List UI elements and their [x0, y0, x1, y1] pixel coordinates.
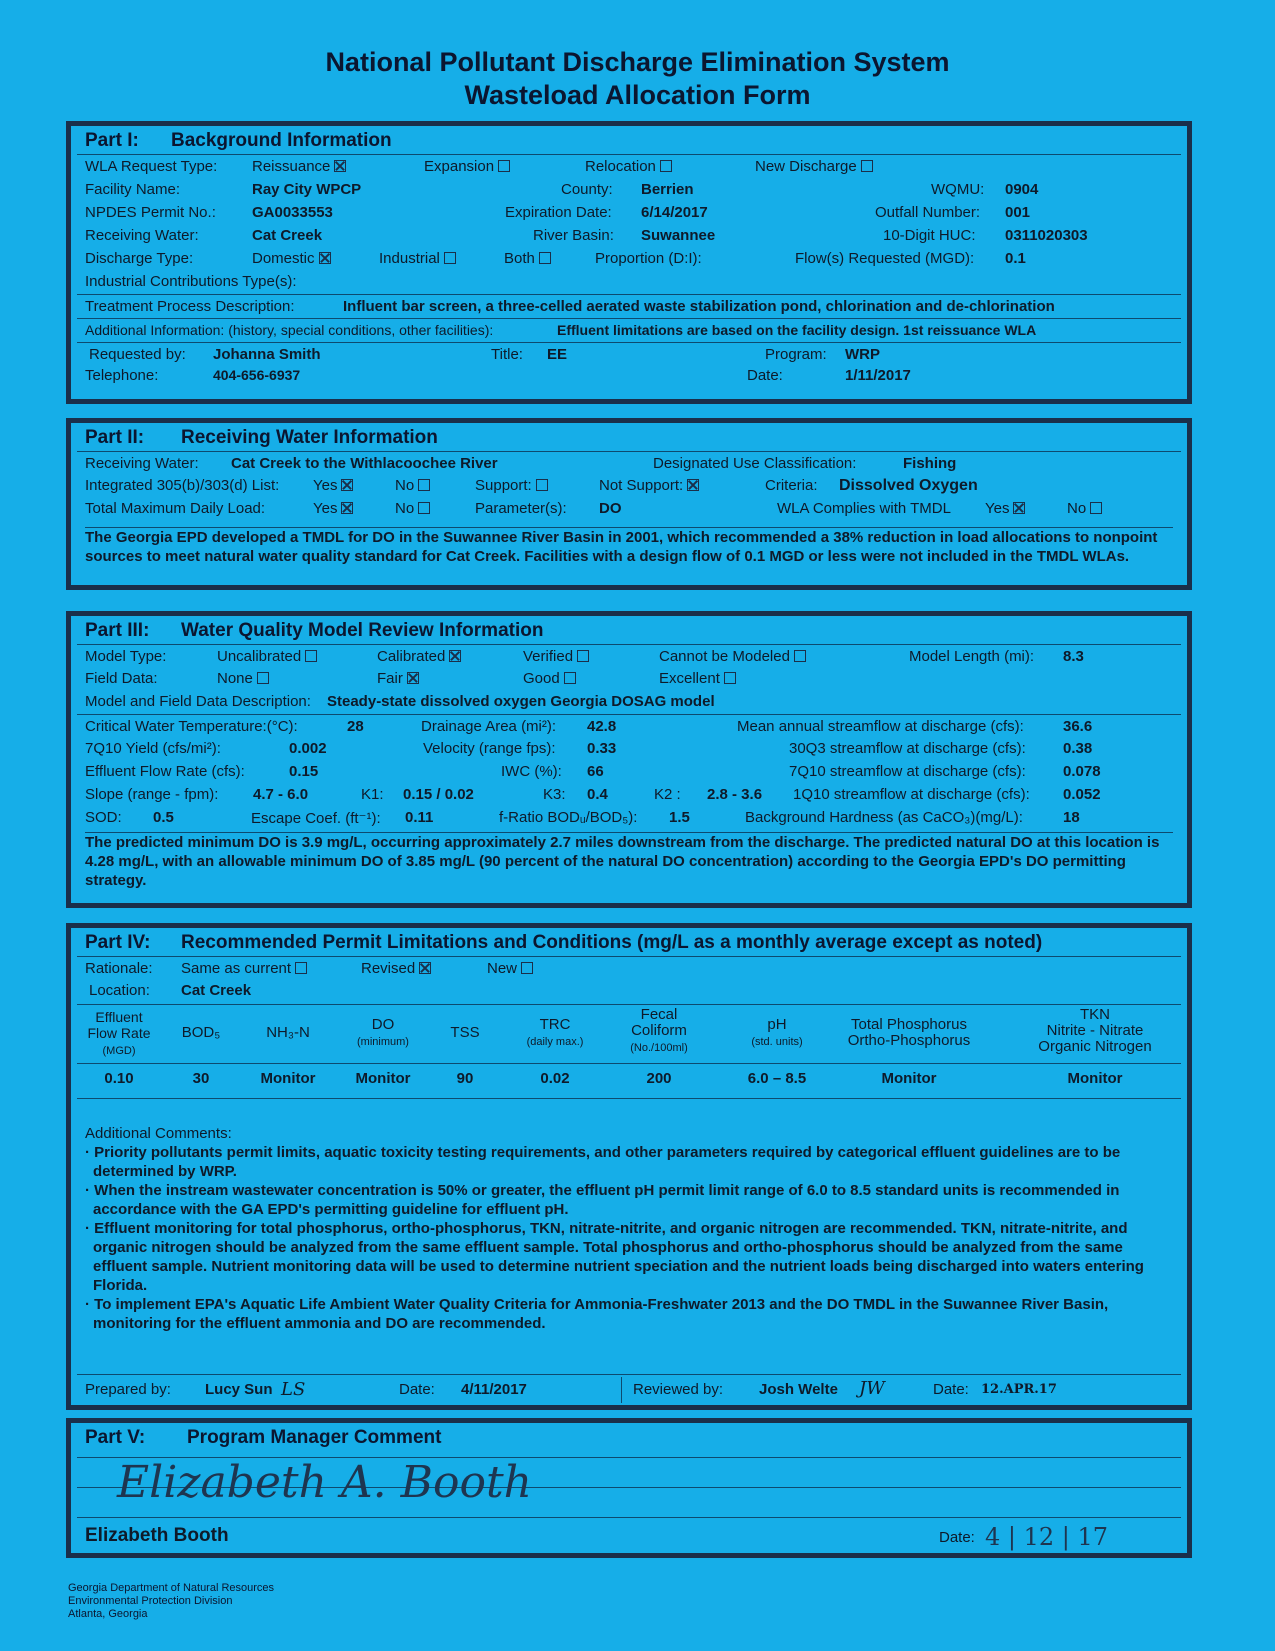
uncalibrated-checkbox[interactable]: Uncalibrated — [217, 648, 317, 665]
same-as-current-checkbox[interactable]: Same as current — [181, 960, 307, 977]
domestic-checkbox[interactable]: Domestic — [252, 250, 331, 267]
empty-box-icon — [498, 160, 510, 172]
empty-box-icon — [418, 479, 430, 491]
program-manager-name: Elizabeth Booth — [85, 1525, 229, 1546]
cannot-model-checkbox[interactable]: Cannot be Modeled — [659, 648, 806, 665]
checked-box-icon — [341, 502, 353, 514]
part1-header: Part I: Background Information — [85, 130, 392, 151]
empty-box-icon — [305, 650, 317, 662]
comment-item: · When the instream wastewater concentration is 50% or greater, the effluent pH permit limit range of 6.0 to 8.5 standard units is recommended in accordance with the GA EPD's permitting guideline for effluent pH. — [85, 1182, 1120, 1218]
revised-checkbox[interactable]: Revised — [361, 960, 431, 977]
form-title-line2: Wasteload Allocation Form — [464, 80, 811, 110]
part2-section: Part II: Receiving Water Information Receiving Water: Cat Creek to the Withlacoochee River Designated Use Classification: Fishing Integrated 305(b)/303(d) List: Yes No Support: Not Support: Criteria: Dissolved Oxygen Total Maximum Daily Load: Yes No Parameter(s): DO WLA Complies with TMDL Yes No The Georgia EPD developed a TMDL for DO in the Suwannee River Basin in 2001, which recommended a 38% reduction in load allocations to nonpoint sources to meet natural water quality standard for Cat Creek. Facilities with a design flow of 0.1 MGD or less were not included in the TMDL WLAs. — [66, 418, 1192, 590]
empty-box-icon — [539, 252, 551, 264]
prepared-initials: LS — [281, 1379, 306, 1400]
empty-box-icon — [418, 502, 430, 514]
checked-box-icon — [319, 252, 331, 264]
both-checkbox[interactable]: Both — [504, 250, 551, 267]
empty-box-icon — [861, 160, 873, 172]
part1-section: Part I: Background Information WLA Request Type: Reissuance Expansion Relocation New Discharge Facility Name: Ray City WPCP County: Berrien WQMU: 0904 NPDES Permit No.: GA0033553 Expiration Date: 6/14/2017 Outfall Number: 001 Receiving Water: Cat Creek River Basin: Suwannee 10-Digit HUC: 0311020303 Discharge Type: Domestic Industrial Both Proportion (D:I): Flow(s) Requested (MGD): 0.1 Industrial Contributions Type(s): Treatment Process Description: Influent bar screen, a three-celled aerated waste stabilization pond, chlorination and de-chlorination Additional Information: (history, special conditions, other facilities): Effluent limitations are based on the facility design. 1st reissuance WLA Requested by: Johanna Smith Title: EE Program: WRP Telephone: 404-656-6937 Date: 1/11/2017 — [66, 121, 1192, 404]
support-checkbox[interactable]: Support: — [475, 477, 548, 494]
new-discharge-checkbox[interactable]: New Discharge — [755, 158, 873, 175]
comment-item: · Priority pollutants permit limits, aquatic toxicity testing requirements, and other parameters required by categorical effluent guidelines are to be determined by WRP. — [85, 1144, 1121, 1180]
tmdl-no-checkbox[interactable]: No — [395, 500, 430, 517]
calibrated-checkbox[interactable]: Calibrated — [377, 648, 461, 665]
complies-yes-checkbox[interactable]: Yes — [985, 500, 1025, 517]
checked-box-icon — [687, 479, 699, 491]
relocation-checkbox[interactable]: Relocation — [585, 158, 672, 175]
part2-header: Part II: Receiving Water Information — [85, 427, 438, 448]
empty-box-icon — [257, 672, 269, 684]
checked-box-icon — [449, 650, 461, 662]
comment-item: · Effluent monitoring for total phosphorus, ortho-phosphorus, TKN, nitrate-nitrite, and organic nitrogen are recommended. TKN, nitrate-nitrite, and organic nitrogen should be analyzed from the same effluent sample. Total phosphorus and ortho-phosphorus should be analyzed from the same effluent sample. Nutrient monitoring data will be used to determine nutrient speciation and the nutrient loads being discharged into waters entering Florida. — [85, 1220, 1144, 1294]
empty-box-icon — [536, 479, 548, 491]
checked-box-icon — [1013, 502, 1025, 514]
none-checkbox[interactable]: None — [217, 670, 269, 687]
list-no-checkbox[interactable]: No — [395, 477, 430, 494]
part4-section: Part IV: Recommended Permit Limitations and Conditions (mg/L as a monthly average except as noted) Rationale: Same as current Revised New Location: Cat Creek Effluent Flow Rate (MGD) BOD₅ NH₃-N DO (minimum) TSS TRC (daily max.) Fecal Coliform (No./100ml) pH (std. units) Total Phosphorus Ortho-Phosphorus TKN Nitrite - Nitrate Organic Nitrogen 0.10 30 Monitor Monitor 90 0.02 200 6.0 – 8.5 Monitor Monitor Additional Comments: · Priority pollutants permit limits, aquatic toxicity testing requirements, and other parameters required by categorical effluent guidelines are to be determined by WRP. · When the instream wastewater concentration is 50% or greater, the effluent pH permit limit range of 6.0 to 8.5 standard units is recommended in accordance with the GA EPD's permitting guideline for effluent pH. · Effluent monitoring for total phosphorus, ortho-phosphorus, TKN, nitrate-nitrite, and organic nitrogen are recommended. TKN, nitrate-nitrite, and organic nitrogen should be analyzed from the same effluent sample. Total phosphorus and ortho-phosphorus should be analyzed from the same effluent sample. Nutrient monitoring data will be used to determine nutrient speciation and the nutrient loads being discharged into waters entering Florida. · To implement EPA's Aquatic Life Ambient Water Quality Criteria for Ammonia-Freshwater 2013 and the DO TMDL in the Suwannee River Basin, monitoring for the effluent ammonia and DO are recommended. Prepared by: Lucy Sun LS Date: 4/11/2017 Reviewed by: Josh Welte JW Date: 12.APR.17 — [66, 923, 1192, 1410]
part5-header: Part V: Program Manager Comment — [85, 1427, 442, 1448]
checked-box-icon — [334, 160, 346, 172]
limits-table-row: 0.10 30 Monitor Monitor 90 0.02 200 6.0 – 8.5 Monitor Monitor — [77, 1062, 1181, 1099]
not-support-checkbox[interactable]: Not Support: — [599, 477, 699, 494]
limits-table-header: Effluent Flow Rate (MGD) BOD₅ NH₃-N DO (minimum) TSS TRC (daily max.) Fecal Coliform (No./100ml) pH (std. units) Total Phosphorus Ortho-Phosphorus TKN Nitrite - Nitrate Organic Nitrogen — [77, 1004, 1181, 1064]
tmdl-yes-checkbox[interactable]: Yes — [313, 500, 353, 517]
excellent-checkbox[interactable]: Excellent — [659, 670, 736, 687]
part3-paragraph: The predicted minimum DO is 3.9 mg/L, occurring approximately 2.7 miles downstream from the discharge. The predicted natural DO at this location is 4.28 mg/L, with an allowable minimum DO of 3.85 mg/L (90 percent of the natural DO concentration) according to the Georgia EPD's DO permitting strategy. — [85, 832, 1173, 890]
empty-box-icon — [577, 650, 589, 662]
fair-checkbox[interactable]: Fair — [377, 670, 419, 687]
empty-box-icon — [1090, 502, 1102, 514]
reissuance-checkbox[interactable]: Reissuance — [252, 158, 346, 175]
list-yes-checkbox[interactable]: Yes — [313, 477, 353, 494]
complies-no-checkbox[interactable]: No — [1067, 500, 1102, 517]
comment-item: · To implement EPA's Aquatic Life Ambient Water Quality Criteria for Ammonia-Freshwater 2013 and the DO TMDL in the Suwannee River Basin, monitoring for the effluent ammonia and DO are recommended. — [85, 1296, 1109, 1332]
checked-box-icon — [341, 479, 353, 491]
empty-box-icon — [295, 962, 307, 974]
checked-box-icon — [407, 672, 419, 684]
expansion-checkbox[interactable]: Expansion — [424, 158, 510, 175]
empty-box-icon — [564, 672, 576, 684]
part3-header: Part III: Water Quality Model Review Information — [85, 620, 544, 641]
facility-name: Ray City WPCP — [252, 181, 362, 198]
empty-box-icon — [444, 252, 456, 264]
program-manager-signature: Elizabeth A. Booth — [117, 1457, 532, 1508]
part4-header: Part IV: Recommended Permit Limitations and Conditions (mg/L as a monthly average except as noted) — [85, 932, 1043, 953]
checked-box-icon — [419, 962, 431, 974]
additional-comments: Additional Comments: · Priority pollutants permit limits, aquatic toxicity testing requirements, and other parameters required by categorical effluent guidelines are to be determined by WRP. · When the instream wastewater concentration is 50% or greater, the effluent pH permit limit range of 6.0 to 8.5 standard units is recommended in accordance with the GA EPD's permitting guideline for effluent pH. · Effluent monitoring for total phosphorus, ortho-phosphorus, TKN, nitrate-nitrite, and organic nitrogen are recommended. TKN, nitrate-nitrite, and organic nitrogen should be analyzed from the same effluent sample. Total phosphorus and ortho-phosphorus should be analyzed from the same effluent sample. Nutrient monitoring data will be used to determine nutrient speciation and the nutrient loads being discharged into waters entering Florida. · To implement EPA's Aquatic Life Ambient Water Quality Criteria for Ammonia-Freshwater 2013 and the DO TMDL in the Suwannee River Basin, monitoring for the effluent ammonia and DO are recommended. — [85, 1124, 1173, 1333]
agency-footer: Georgia Department of Natural Resources Environmental Protection Division Atlanta, Georgia — [68, 1582, 275, 1620]
part3-section: Part III: Water Quality Model Review Information Model Type: Uncalibrated Calibrated Verified Cannot be Modeled Model Length (mi): 8.3 Field Data: None Fair Good Excellent Model and Field Data Description: Steady-state dissolved oxygen Georgia DOSAG model Critical Water Temperature:(°C): 28 Drainage Area (mi²): 42.8 Mean annual streamflow at discharge (cfs): 36.6 7Q10 Yield (cfs/mi²): 0.002 Velocity (range fps): 0.33 30Q3 streamflow at discharge (cfs): 0.38 Effluent Flow Rate (cfs): 0.15 IWC (%): 66 7Q10 streamflow at discharge (cfs): 0.078 Slope (range - fpm): 4.7 - 6.0 K1: 0.15 / 0.02 K3: 0.4 K2 : 2.8 - 3.6 1Q10 streamflow at discharge (cfs): 0.052 SOD: 0.5 Escape Coef. (ft⁻¹): 0.11 f-Ratio BODᵤ/BOD₅): 1.5 Background Hardness (as CaCO₃)(mg/L): 18 The predicted minimum DO is 3.9 mg/L, occurring approximately 2.7 miles downstream from the discharge. The predicted natural DO at this location is 4.28 mg/L, with an allowable minimum DO of 3.85 mg/L (90 percent of the natural DO concentration) according to the Georgia EPD's DO permitting strategy. — [66, 611, 1192, 908]
part5-section: Part V: Program Manager Comment Elizabeth A. Booth Elizabeth Booth Date: 4 | 12 | 17 — [66, 1418, 1192, 1558]
verified-checkbox[interactable]: Verified — [523, 648, 589, 665]
program-manager-date: 4 | 12 | 17 — [985, 1523, 1109, 1551]
empty-box-icon — [794, 650, 806, 662]
new-checkbox[interactable]: New — [487, 960, 533, 977]
form-title-line1: National Pollutant Discharge Elimination System — [325, 47, 950, 77]
part2-paragraph: The Georgia EPD developed a TMDL for DO in the Suwannee River Basin in 2001, which recommended a 38% reduction in load allocations to nonpoint sources to meet natural water quality standard for Cat Creek. Facilities with a design flow of 0.1 MGD or less were not included in the TMDL WLAs. — [85, 527, 1173, 566]
good-checkbox[interactable]: Good — [523, 670, 576, 687]
industrial-checkbox[interactable]: Industrial — [379, 250, 456, 267]
reviewed-initials: JW — [859, 1378, 885, 1399]
empty-box-icon — [660, 160, 672, 172]
empty-box-icon — [521, 962, 533, 974]
empty-box-icon — [724, 672, 736, 684]
